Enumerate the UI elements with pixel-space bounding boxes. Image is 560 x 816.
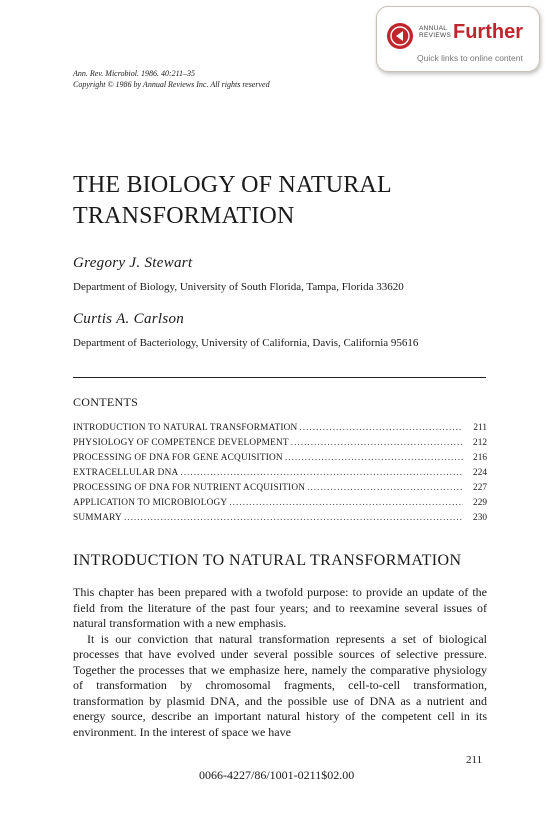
play-left-icon xyxy=(387,23,413,49)
section-heading: INTRODUCTION TO NATURAL TRANSFORMATION xyxy=(73,552,462,569)
article-code: 0066-4227/86/1001-0211$02.00 xyxy=(199,768,355,782)
toc-entry-label: EXTRACELLULAR DNA xyxy=(73,468,179,478)
author-name: Gregory J. Stewart xyxy=(73,255,193,271)
title-line-2: TRANSFORMATION xyxy=(73,203,295,229)
paragraph: It is our conviction that natural transformation represents a set of biological processes that have evolved under several possible sources of selective pressure. Together the processes that we emphasize here, namely the comparative physiology of transformation by chromosomal fragments, cell-to-cell transformation, transformation by plasmid DNA, and the possible use of DNA as a nutrient and energy source, describe an important natural history of the competent cell in its environment. In the interest of space we have xyxy=(73,631,487,739)
toc-entry[interactable] xyxy=(73,513,487,528)
toc-entry-label: SUMMARY xyxy=(73,513,122,523)
divider xyxy=(73,377,486,378)
author-affiliation: Department of Biology, University of South Florida, Tampa, Florida 33620 xyxy=(73,281,404,293)
toc-leader xyxy=(180,468,463,478)
toc-entry-page: 216 xyxy=(473,453,487,463)
toc-entry-page: 224 xyxy=(473,468,487,478)
toc-entry-page: 212 xyxy=(473,438,487,448)
toc-entry[interactable] xyxy=(73,468,487,483)
toc-entry[interactable] xyxy=(73,453,487,468)
author-affiliation: Department of Bacteriology, University of California, Davis, California 95616 xyxy=(73,337,419,349)
contents-heading: CONTENTS xyxy=(73,395,139,409)
toc-leader xyxy=(291,438,463,448)
citation-line-2: Copyright © 1986 by Annual Reviews Inc. All rights reserved xyxy=(73,80,270,89)
toc-entry-label: PHYSIOLOGY OF COMPETENCE DEVELOPMENT xyxy=(73,438,289,448)
title-line-1: THE BIOLOGY OF NATURAL xyxy=(73,172,392,198)
toc-entry-page: 229 xyxy=(473,498,487,508)
toc-entry[interactable] xyxy=(73,483,487,498)
citation-line-1: Ann. Rev. Microbiol. 1986. 40:211–35 xyxy=(73,69,196,78)
toc-leader xyxy=(307,483,463,493)
toc-entry[interactable] xyxy=(73,498,487,513)
toc-leader xyxy=(285,453,463,463)
page-number: 211 xyxy=(466,754,483,766)
toc-entry-label: INTRODUCTION TO NATURAL TRANSFORMATION xyxy=(73,423,298,433)
badge-publisher-label xyxy=(419,25,451,39)
badge-brand: Further xyxy=(453,21,523,43)
citation xyxy=(73,68,270,90)
toc-entry-label: APPLICATION TO MICROBIOLOGY xyxy=(73,498,228,508)
toc-leader xyxy=(299,423,463,433)
toc-leader xyxy=(124,513,463,523)
table-of-contents xyxy=(73,423,487,528)
toc-entry-page: 230 xyxy=(473,513,487,523)
badge-bottom-line: REVIEWS xyxy=(419,32,452,39)
author-name: Curtis A. Carlson xyxy=(73,311,185,327)
toc-entry-label: PROCESSING OF DNA FOR NUTRIENT ACQUISITION xyxy=(73,483,306,493)
toc-entry[interactable] xyxy=(73,438,487,453)
article-title xyxy=(73,170,392,232)
annual-reviews-further-badge[interactable] xyxy=(376,6,540,72)
badge-top-line: ANNUAL xyxy=(419,25,448,32)
toc-leader xyxy=(229,498,463,508)
toc-entry-label: PROCESSING OF DNA FOR GENE ACQUISITION xyxy=(73,453,283,463)
badge-subtitle: Quick links to online content xyxy=(417,53,523,63)
body-text xyxy=(73,585,487,740)
toc-entry-page: 211 xyxy=(473,423,487,433)
paragraph: This chapter has been prepared with a twofold purpose: to provide an update of the field from the literature of the past four years; and to reexamine several issues of natural transformation with a new emphasis. xyxy=(73,585,487,630)
toc-entry[interactable] xyxy=(73,423,487,438)
toc-entry-page: 227 xyxy=(473,483,487,493)
